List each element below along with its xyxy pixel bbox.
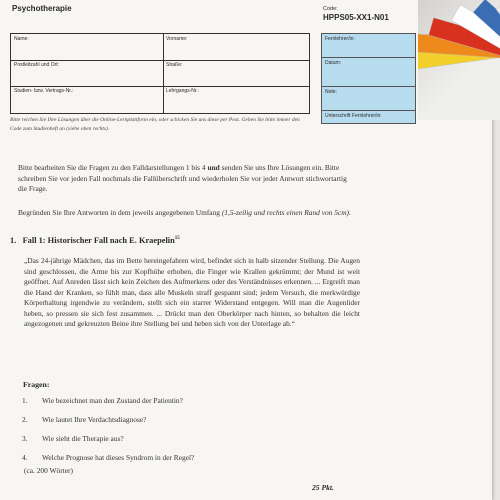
question-number: 4. bbox=[22, 453, 28, 462]
subject-title: Psychotherapie bbox=[12, 4, 72, 13]
points: 25 Pkt. bbox=[312, 483, 334, 492]
question-item bbox=[22, 396, 322, 415]
plz-ort-field[interactable] bbox=[11, 60, 163, 86]
plz-ort-label: Postleitzahl und Ort: bbox=[14, 62, 60, 68]
question-number: 2. bbox=[22, 415, 28, 424]
instruction-text: senden Sie uns Ihre Lösungen ein. Bitte schreiben Sie vor jeden Fall nochmals die Fallüberschrift und wiederholen Sie vor jeder Antwort stichwortartig die Frage. bbox=[18, 163, 347, 193]
name-label: Name: bbox=[14, 36, 29, 42]
question-text: Wie sieht die Therapie aus? bbox=[42, 434, 124, 443]
studien-nr-field[interactable] bbox=[11, 86, 163, 113]
name-field[interactable] bbox=[11, 34, 163, 60]
questions-heading: Fragen: bbox=[23, 380, 50, 389]
question-text: Welche Prognose hat dieses Syndrom in der Regel? bbox=[42, 453, 195, 462]
fernlehrer-field bbox=[322, 35, 415, 43]
tutor-divider bbox=[322, 86, 415, 87]
question-number: 1. bbox=[22, 396, 28, 405]
studien-nr-label: Studien- bzw. Vertrags-Nr.: bbox=[14, 88, 74, 94]
vorname-label: Vorname: bbox=[166, 36, 188, 42]
code-label: Code: bbox=[323, 6, 338, 12]
instruction-bold: und bbox=[207, 163, 220, 172]
case-footnote: 15 bbox=[174, 236, 180, 242]
note-label: Note: bbox=[325, 89, 337, 95]
instruction-paragraph-1 bbox=[18, 163, 353, 195]
question-item bbox=[22, 415, 322, 434]
word-count: (ca. 200 Wörter) bbox=[24, 466, 73, 475]
questions-list bbox=[22, 396, 322, 472]
tutor-divider bbox=[322, 57, 415, 58]
vorname-field[interactable] bbox=[163, 34, 309, 60]
submission-note: Bitte reichen Sie Ihre Lösungen über die Online-Lernplattform ein, oder schicken Sie uns diese per Post. Geben Sie bitte immer den Code zum Studienheft an (siehe oben rechts). bbox=[10, 117, 300, 132]
question-text: Wie lautet Ihre Verdachtsdiagnose? bbox=[42, 415, 147, 424]
case-quote: „Das 24-jährige Mädchen, das im Bette hereingefahren wird, befindet sich in halb sitzender Stellung. Die Augen sind geschlossen, die Arme bis zur Kopfhöhe erhoben, die Finger wie Krallen gekrümmt; der Mund ist weit geöffnet. Auf Anreden lässt sich kein Zeichen des Aufmerkens oder des Verständnisses erkennen. ... Ergreift man die Hand der Kranken, so fühlt man, dass alle Muskeln straff gespannt sind; jedem Versuch, die merkwürdige Körperhaltung irgendwie zu verändern, stellt sich ein starrer Widerstand entgegen. Will man die Augenlider heben, so pressen sie sich fest zusammen. ... Drückt man den Oberkörper nach hinten, so behalten die leicht angezogenen und gekreuzten Beine ihre Stellung bei und heben sich von der Unterlage ab.“ bbox=[24, 256, 360, 328]
question-item bbox=[22, 434, 322, 453]
instruction-paragraph-2 bbox=[18, 208, 353, 219]
instruction-italic: (1,5-zeilig und rechts einen Rand von 5cm). bbox=[221, 208, 351, 217]
datum-field bbox=[322, 59, 415, 67]
code-value: HPPS05-XX1-N01 bbox=[323, 13, 389, 22]
strasse-label: Straße: bbox=[166, 62, 183, 68]
case-title bbox=[10, 236, 180, 245]
strasse-field[interactable] bbox=[163, 60, 309, 86]
color-fan-icon bbox=[418, 0, 500, 120]
instruction-text: Bitte bearbeiten Sie die Fragen zu den Falldarstellungen 1 bis 4 bbox=[18, 163, 208, 172]
color-swatch-image bbox=[418, 0, 500, 120]
tutor-divider bbox=[322, 110, 415, 111]
lehrgangs-nr-label: Lehrgangs-Nr.: bbox=[166, 88, 200, 94]
instruction-text: Begründen Sie Ihre Antworten in dem jeweils angegebenen Umfang bbox=[18, 208, 222, 217]
question-text: Wie bezeichnet man den Zustand der Patientin? bbox=[42, 396, 183, 405]
case-title-text: Fall 1: Historischer Fall nach E. Kraepelin bbox=[22, 236, 175, 245]
student-form bbox=[10, 33, 310, 114]
tutor-box bbox=[321, 33, 416, 124]
lehrgangs-nr-field[interactable] bbox=[163, 86, 309, 113]
question-number: 3. bbox=[22, 434, 28, 443]
unterschrift-label: Unterschrift Fernlehrer/in: bbox=[325, 113, 382, 119]
fernlehrer-label: Fernlehrer/in: bbox=[325, 36, 355, 42]
case-number: 1. bbox=[10, 236, 17, 245]
unterschrift-field bbox=[322, 112, 415, 120]
datum-label: Datum: bbox=[325, 60, 342, 66]
note-field bbox=[322, 88, 415, 96]
